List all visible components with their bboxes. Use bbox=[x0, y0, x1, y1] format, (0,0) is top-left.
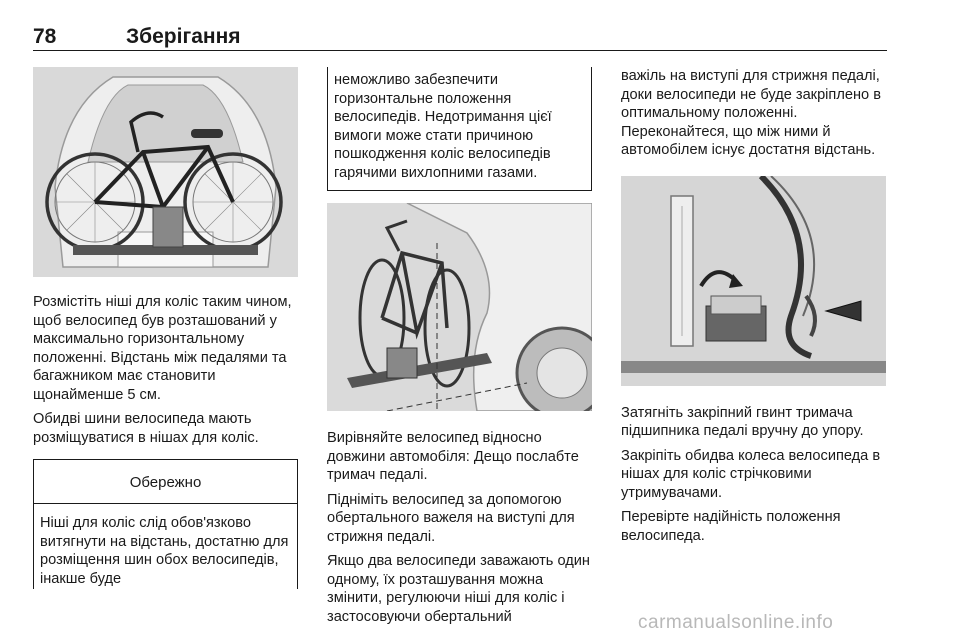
instruction-paragraph: Затягніть закріпний гвинт тримача підшипника педалі вручну до упору. bbox=[621, 404, 864, 439]
page-title: Зберігання bbox=[126, 25, 241, 48]
column-1 bbox=[33, 67, 298, 589]
instruction-paragraph: Підніміть велосипед за допомогою обертального важеля на виступі для стрижня педалі. bbox=[327, 491, 575, 545]
instruction-paragraph: важіль на виступі для стрижня педалі, доки велосипеди не буде закріплено в оптимальному положенні. Переконайтеся, що між ними й автомобілем існує достатня відстань. bbox=[621, 68, 881, 158]
bike-rear-view-illustration bbox=[33, 67, 298, 277]
column-3 bbox=[621, 67, 886, 551]
pedal-holder-illustration bbox=[621, 176, 886, 386]
instruction-paragraph: Вирівняйте велосипед відносно довжини автомобіля: Дещо послабте тримач педалі. bbox=[327, 430, 579, 483]
instruction-paragraph: Розмістіть ніші для коліс таким чином, щоб велосипед був розташований у максимально горизонтальному положенні. Відстань між педалями та багажником має становити щонайменше 5 см. bbox=[33, 294, 292, 403]
warning-box-continued bbox=[327, 67, 592, 191]
warning-text: Ніші для коліс слід обов'язково витягнути на відстань, достатню для розміщення шин обох велосипедів, інакше буде bbox=[40, 515, 289, 587]
bike-side-view-illustration bbox=[327, 203, 592, 411]
page-number: 78 bbox=[33, 25, 57, 48]
instruction-paragraph: Якщо два велосипеди заважають один одному, їх розташування можна змінити, регулюючи ніші для коліс і застосовуючи обертальний bbox=[327, 553, 590, 625]
warning-title: Обережно bbox=[34, 460, 297, 504]
instruction-paragraph: Закріпіть обидва колеса велосипеда в нішах для коліс стрічковими утримувачами. bbox=[621, 447, 881, 501]
warning-box bbox=[33, 459, 298, 589]
column-2 bbox=[327, 67, 592, 632]
instruction-paragraph: Перевірте надійність положення велосипеда. bbox=[621, 509, 841, 544]
watermark: carmanualsonline.info bbox=[638, 612, 834, 633]
warning-text-continued: неможливо забезпечити горизонтальне положення велосипедів. Недотримання цієї вимоги може стати причиною пошкодження коліс велосипедів гарячими вихлопними газами. bbox=[334, 72, 552, 181]
instruction-paragraph: Обидві шини велосипеда мають розміщуватися в нішах для коліс. bbox=[33, 411, 259, 446]
page-header bbox=[33, 22, 887, 51]
